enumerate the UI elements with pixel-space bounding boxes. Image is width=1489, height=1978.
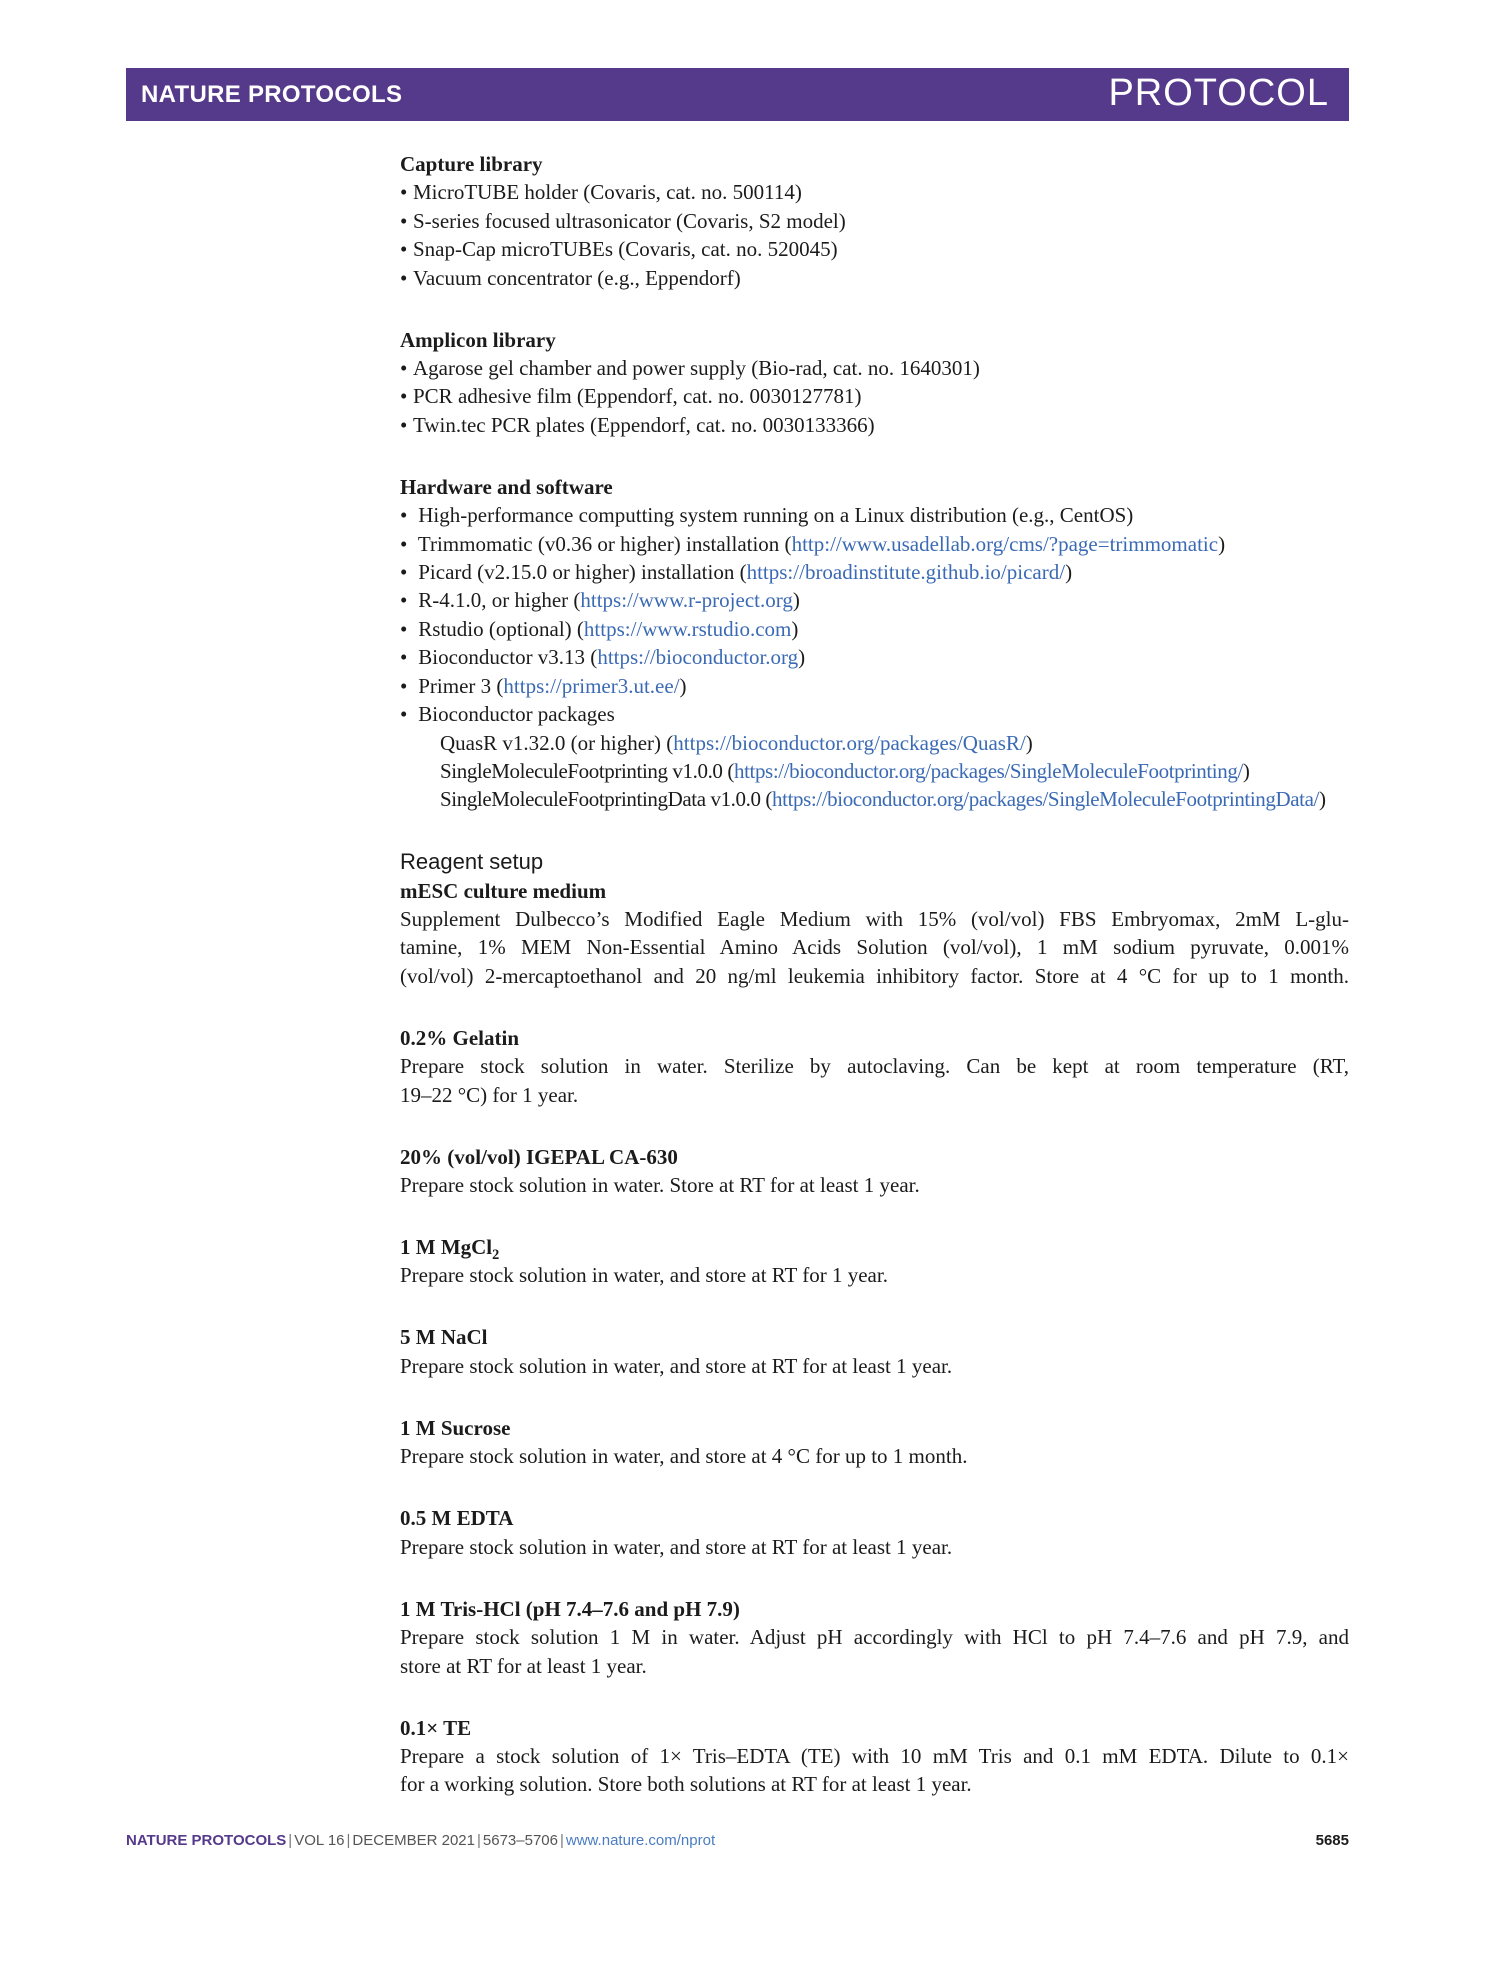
list-item: • PCR adhesive film (Eppendorf, cat. no. 0030127781) [400, 382, 1349, 410]
reagent-text-line: Prepare stock solution in water, and store at RT for at least 1 year. [400, 1353, 953, 1378]
section-title: Hardware and software [400, 474, 613, 499]
list-item [400, 501, 1349, 529]
list-item [400, 643, 1349, 671]
reagent-title-text: 1 M MgCl [400, 1235, 493, 1260]
trimmomatic-link[interactable]: http://www.usadellab.org/cms/?page=trimmomatic [791, 531, 1219, 556]
package-item [400, 757, 1349, 785]
item-text-after: ) [792, 588, 800, 613]
reagent-text-line: tamine, 1% MEM Non-Essential Amino Acids Solution (vol/vol), 1 mM sodium pyruvate, 0.001% [400, 935, 1349, 960]
amplicon-library-section [400, 326, 1349, 440]
reagent-block [400, 1595, 1349, 1680]
footer-volume: VOL 16 [294, 1832, 345, 1849]
item-text: High-performance computting system running on a Linux distribution (e.g., CentOS) [418, 503, 1134, 528]
section-title: Amplicon library [400, 327, 556, 352]
reagent-title: 5 M NaCl [400, 1325, 488, 1350]
reagent-text-line: (vol/vol) 2-mercaptoethanol and 20 ng/ml leukemia inhibitory factor. Store at 4 °C for up to 1 month. [400, 963, 1349, 988]
reagent-text-line: 19–22 °C) for 1 year. [400, 1082, 579, 1107]
footer-pages: 5673–5706 [482, 1832, 558, 1849]
bioconductor-link[interactable]: https://bioconductor.org [597, 645, 799, 670]
item-text: Primer 3 ( [418, 673, 504, 698]
hardware-software-section [400, 473, 1349, 814]
page-number: 5685 [1315, 1832, 1349, 1849]
reagent-text-line: Supplement Dulbecco’s Modified Eagle Medium with 15% (vol/vol) FBS Embryomax, 2mM L-glu- [400, 907, 1349, 932]
r-project-link[interactable]: https://www.r-project.org [580, 588, 793, 613]
item-text: SingleMoleculeFootprinting v1.0.0 ( [440, 758, 734, 783]
list-item: • MicroTUBE holder (Covaris, cat. no. 500114) [400, 178, 1349, 206]
footer-journal-link[interactable]: www.nature.com/nprot [565, 1832, 716, 1849]
list-item: • Vacuum concentrator (e.g., Eppendorf) [400, 264, 1349, 292]
list-item: • Agarose gel chamber and power supply (Bio-rad, cat. no. 1640301) [400, 354, 1349, 382]
item-text: Rstudio (optional) ( [418, 616, 584, 641]
reagent-block [400, 1714, 1349, 1799]
reagent-title: 0.2% Gelatin [400, 1025, 519, 1050]
smf-data-link[interactable]: https://bioconductor.org/packages/SingleMoleculeFootprintingData/ [772, 787, 1319, 812]
reagent-block [400, 1323, 1349, 1380]
item-text: Trimmomatic (v0.36 or higher) installation ( [417, 531, 792, 556]
reagent-title: mESC culture medium [400, 878, 607, 903]
reagent-text-line: Prepare a stock solution of 1× Tris–EDTA (TE) with 10 mM Tris and 0.1 mM EDTA. Dilute to 0.1× [400, 1743, 1349, 1768]
reagent-text-line: Prepare stock solution in water, and store at 4 °C for up to 1 month. [400, 1444, 968, 1469]
reagent-block [400, 1024, 1349, 1109]
journal-header-bar [126, 68, 1349, 121]
reagent-block [400, 1233, 1349, 1290]
reagent-text-line: Prepare stock solution in water. Sterilize by autoclaving. Can be kept at room temperature (RT, [400, 1054, 1349, 1079]
item-text: Bioconductor packages [418, 702, 615, 727]
item-text-after: ) [791, 616, 799, 641]
reagent-block [400, 1504, 1349, 1561]
item-text-after: ) [679, 673, 687, 698]
item-text-after: ) [1065, 560, 1073, 585]
list-item: • Snap-Cap microTUBEs (Covaris, cat. no. 520045) [400, 235, 1349, 263]
item-text: SingleMoleculeFootprintingData v1.0.0 ( [440, 787, 773, 812]
reagent-title: 0.5 M EDTA [400, 1506, 514, 1531]
list-item [400, 700, 1349, 728]
reagent-title: 1 M Tris-HCl (pH 7.4–7.6 and pH 7.9) [400, 1596, 740, 1621]
reagent-title [400, 1233, 1349, 1261]
item-text-after: ) [1218, 531, 1226, 556]
footer-separator: | [346, 1832, 351, 1849]
section-title: Capture library [400, 152, 543, 176]
bullet-list [400, 354, 1349, 439]
list-item: • Twin.tec PCR plates (Eppendorf, cat. no. 0030133366) [400, 411, 1349, 439]
item-text: R-4.1.0, or higher ( [418, 588, 581, 613]
smf-link[interactable]: https://bioconductor.org/packages/SingleMoleculeFootprinting/ [733, 758, 1243, 783]
item-text: Picard (v2.15.0 or higher) installation ( [418, 560, 747, 585]
page-footer [126, 1830, 715, 1852]
rstudio-link[interactable]: https://www.rstudio.com [583, 616, 792, 641]
reagent-text-line: Prepare stock solution 1 M in water. Adjust pH accordingly with HCl to pH 7.4–7.6 and pH 7.9, and [400, 1625, 1349, 1650]
reagent-text-line: store at RT for at least 1 year. [400, 1653, 647, 1678]
reagent-title: 1 M Sucrose [400, 1415, 511, 1440]
footer-separator: | [288, 1832, 293, 1849]
footer-date: DECEMBER 2021 [352, 1832, 475, 1849]
reagent-block [400, 1143, 1349, 1200]
item-text: QuasR v1.32.0 (or higher) ( [440, 730, 674, 755]
item-text-after: ) [1242, 758, 1250, 783]
subscript: 2 [492, 1246, 500, 1263]
item-text: Bioconductor v3.13 ( [418, 645, 598, 670]
primer3-link[interactable]: https://primer3.ut.ee/ [503, 673, 680, 698]
reagent-block [400, 877, 1349, 991]
reagent-text-line: for a working solution. Store both solutions at RT for at least 1 year. [400, 1772, 972, 1797]
reagent-text-line: Prepare stock solution in water, and store at RT for 1 year. [400, 1263, 888, 1288]
footer-separator: | [559, 1832, 564, 1849]
bullet-list [400, 178, 1349, 292]
footer-separator: | [476, 1832, 481, 1849]
package-item [400, 729, 1349, 757]
item-text-after: ) [1318, 787, 1326, 812]
item-text-after: ) [798, 645, 806, 670]
header-journal-name: NATURE PROTOCOLS [141, 81, 403, 108]
page-body [400, 150, 1349, 1799]
item-text-after: ) [1025, 730, 1033, 755]
list-item [400, 672, 1349, 700]
reagent-title: 0.1× TE [400, 1715, 472, 1740]
list-item [400, 530, 1349, 558]
list-item [400, 615, 1349, 643]
list-item [400, 586, 1349, 614]
quasr-link[interactable]: https://bioconductor.org/packages/QuasR/ [673, 730, 1026, 755]
bullet-list [400, 501, 1349, 813]
reagent-text-line: Prepare stock solution in water, and store at RT for at least 1 year. [400, 1534, 953, 1559]
list-item: • S-series focused ultrasonicator (Covaris, S2 model) [400, 207, 1349, 235]
reagent-setup-heading: Reagent setup [400, 849, 544, 875]
list-item [400, 558, 1349, 586]
footer-journal: NATURE PROTOCOLS [126, 1832, 287, 1849]
reagent-title: 20% (vol/vol) IGEPAL CA-630 [400, 1144, 678, 1169]
reagent-block [400, 1414, 1349, 1471]
header-article-type: PROTOCOL [1108, 72, 1329, 114]
reagent-text-line: Prepare stock solution in water. Store at RT for at least 1 year. [400, 1173, 920, 1198]
picard-link[interactable]: https://broadinstitute.github.io/picard/ [746, 560, 1066, 585]
package-item [400, 785, 1349, 813]
capture-library-section [400, 150, 1349, 292]
